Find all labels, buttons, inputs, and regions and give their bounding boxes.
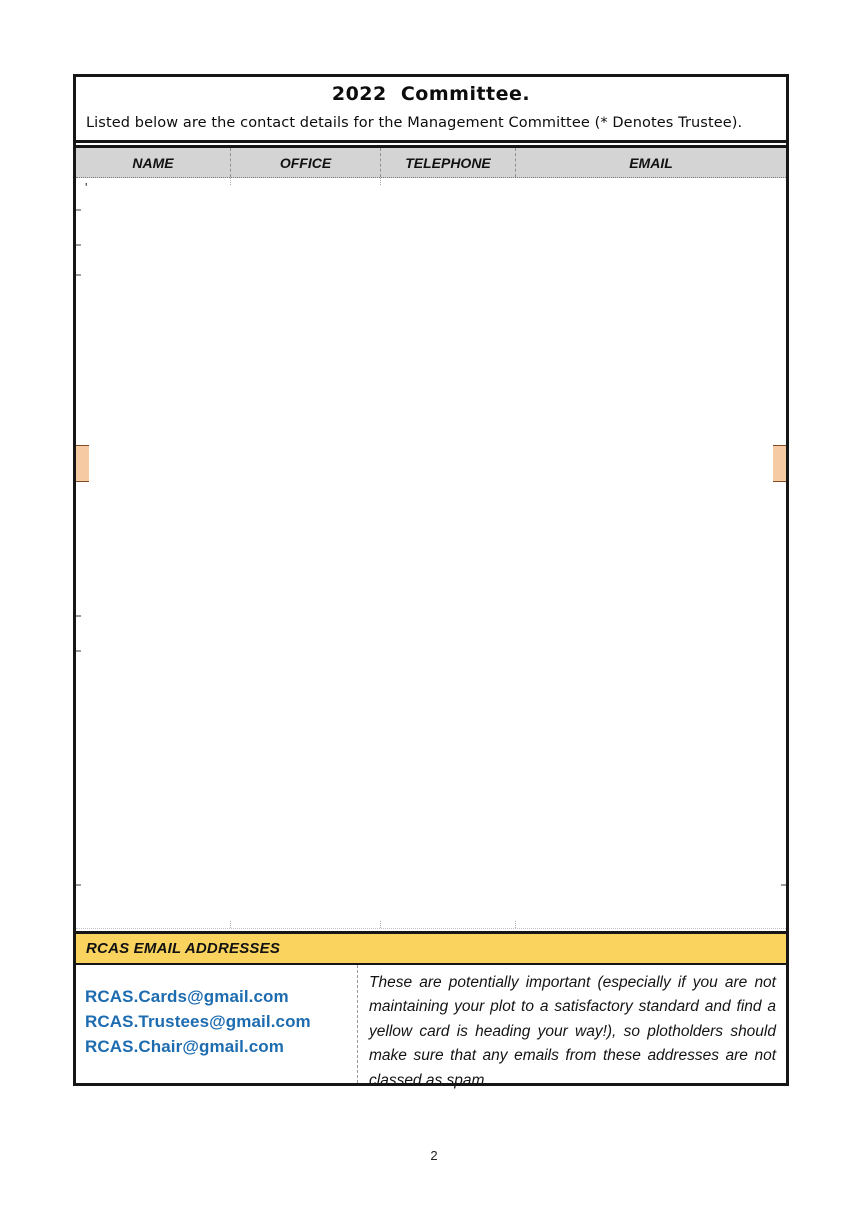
column-divider-tick bbox=[380, 178, 381, 185]
committee-document-frame bbox=[73, 74, 789, 1089]
column-header-name: NAME bbox=[76, 148, 231, 177]
email-link-trustees[interactable]: RCAS.Trustees@gmail.com bbox=[85, 1012, 311, 1031]
stray-mark: ' bbox=[85, 180, 88, 195]
title-section bbox=[76, 77, 786, 143]
redacted-highlight-right bbox=[773, 445, 786, 482]
column-divider-tick bbox=[515, 921, 516, 928]
column-header-telephone: TELEPHONE bbox=[381, 148, 516, 177]
table-header-row bbox=[76, 145, 786, 178]
column-divider-tick bbox=[230, 921, 231, 928]
row-divider-tick bbox=[76, 884, 81, 886]
row-divider-tick bbox=[76, 650, 81, 652]
column-header-office: OFFICE bbox=[231, 148, 381, 177]
page-title: 2022 Committee. bbox=[331, 83, 531, 105]
email-details-row bbox=[76, 965, 786, 1089]
row-divider-tick bbox=[781, 884, 786, 886]
row-divider-tick bbox=[76, 244, 81, 246]
redacted-highlight-left bbox=[76, 445, 89, 482]
email-note-text: These are potentially important (especially if you are not maintaining your plot to a satisfactory standard and find a yellow card is heading your way!), so plotholders should make sure that any emails from these addresses are not classed as spam. bbox=[369, 974, 776, 1089]
row-divider-tick bbox=[76, 274, 81, 276]
rcas-email-heading-row bbox=[76, 931, 786, 965]
table-body-blank bbox=[76, 178, 786, 929]
page-subtitle: Listed below are the contact details for the Management Committee (* Denotes Trustee). bbox=[86, 115, 743, 131]
page-number: 2 bbox=[430, 1148, 438, 1163]
row-divider-tick bbox=[76, 615, 81, 617]
email-addresses-cell bbox=[76, 965, 357, 1083]
email-link-cards[interactable]: RCAS.Cards@gmail.com bbox=[85, 987, 289, 1006]
row-divider-tick bbox=[76, 209, 81, 211]
email-note-cell bbox=[357, 965, 786, 1089]
column-header-email: EMAIL bbox=[629, 154, 673, 171]
rcas-email-heading: RCAS EMAIL ADDRESSES bbox=[86, 940, 281, 957]
column-divider-tick bbox=[230, 178, 231, 185]
column-divider-tick bbox=[380, 921, 381, 928]
email-link-chair[interactable]: RCAS.Chair@gmail.com bbox=[85, 1037, 285, 1056]
